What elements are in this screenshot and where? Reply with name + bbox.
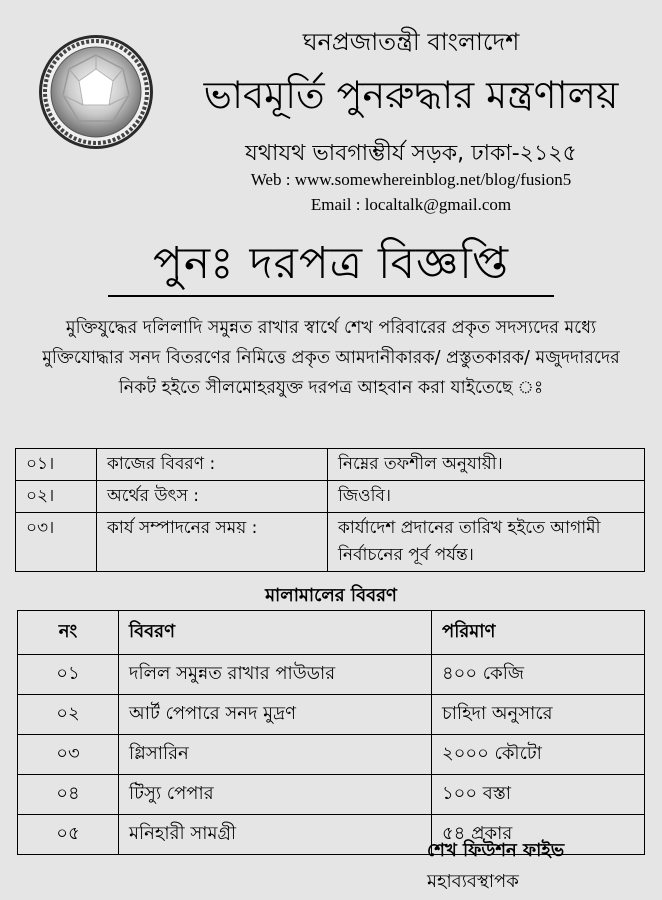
row-label: অর্থের উৎস : xyxy=(97,481,328,513)
item-description: টিস্যু পেপার xyxy=(119,775,432,815)
website-line: Web : www.somewhereinblog.net/blog/fusion5 xyxy=(250,170,572,189)
table-row xyxy=(18,695,645,735)
item-quantity: চাহিদা অনুসারে xyxy=(432,695,645,735)
table-row xyxy=(18,655,645,695)
item-description: গ্লিসারিন xyxy=(119,735,432,775)
row-number: ০১। xyxy=(16,449,97,481)
item-number: ০৫ xyxy=(18,815,119,855)
column-header-description: বিবরণ xyxy=(119,611,432,655)
item-quantity: ১০০ বস্তা xyxy=(432,775,645,815)
item-quantity: ২০০০ কৌটো xyxy=(432,735,645,775)
intro-paragraph: মুক্তিযুদ্ধের দলিলাদি সমুন্নত রাখার স্বার্থে শেখ পরিবারের প্রকৃত সদস্যদের মধ্যে মুক্তিযোদ্ধার সনদ বিতরণের নিমিত্তে প্রকৃত আমদানীকারক/ প্রস্তুতকারক/ মজুদদারদের নিকট হইতে সীলমোহরযুক্ত দরপত্র আহবান করা যাইতেছে ঃ xyxy=(42,318,620,398)
goods-table xyxy=(17,610,645,855)
country-name: ঘনপ্রজাতন্ত্রী বাংলাদেশ xyxy=(302,28,520,56)
table-row xyxy=(18,775,645,815)
row-number: ০৩। xyxy=(16,513,97,572)
item-description: আর্ট পেপারে সনদ মুদ্রণ xyxy=(119,695,432,735)
column-header-quantity: পরিমাণ xyxy=(432,611,645,655)
item-quantity: ৪০০ কেজি xyxy=(432,655,645,695)
table-row xyxy=(16,449,645,481)
ministry-seal-logo xyxy=(37,33,155,151)
title-underline xyxy=(108,295,554,297)
item-number: ০২ xyxy=(18,695,119,735)
column-header-number: নং xyxy=(18,611,119,655)
email-line: Email : localtalk@gmail.com xyxy=(310,195,512,214)
item-quantity: ৫৪ প্রকার xyxy=(432,815,645,855)
tender-info-table xyxy=(15,448,645,572)
item-description: দলিল সমুন্নত রাখার পাউডার xyxy=(119,655,432,695)
signer-title: মহাব্যবস্থাপক xyxy=(427,871,519,892)
notice-title: পুনঃ দরপত্র বিজ্ঞপ্তি xyxy=(152,238,509,289)
table-row xyxy=(16,513,645,572)
item-number: ০১ xyxy=(18,655,119,695)
row-label: কার্য সম্পাদনের সময় : xyxy=(97,513,328,572)
signer-name: শেখ ফিউশন ফাইভ xyxy=(427,840,565,861)
table-row xyxy=(16,481,645,513)
row-number: ০২। xyxy=(16,481,97,513)
item-number: ০৪ xyxy=(18,775,119,815)
goods-heading: মালামালের বিবরণ xyxy=(265,585,397,606)
row-value: নিম্নের তফশীল অনুযায়ী। xyxy=(328,449,645,481)
item-description: মনিহারী সামগ্রী xyxy=(119,815,432,855)
ministry-address: যথাযথ ভাবগাম্ভীর্য সড়ক, ঢাকা-২১২৫ xyxy=(245,141,577,166)
table-header-row xyxy=(18,611,645,655)
row-label: কাজের বিবরণ : xyxy=(97,449,328,481)
row-value: কার্যাদেশ প্রদানের তারিখ হইতে আগামী নির্বাচনের পূর্ব পর্যন্ত। xyxy=(328,513,645,572)
table-row xyxy=(18,735,645,775)
row-value: জিওবি। xyxy=(328,481,645,513)
item-number: ০৩ xyxy=(18,735,119,775)
ministry-name: ভাবমূর্তি পুনরুদ্ধার মন্ত্রণালয় xyxy=(203,73,619,117)
